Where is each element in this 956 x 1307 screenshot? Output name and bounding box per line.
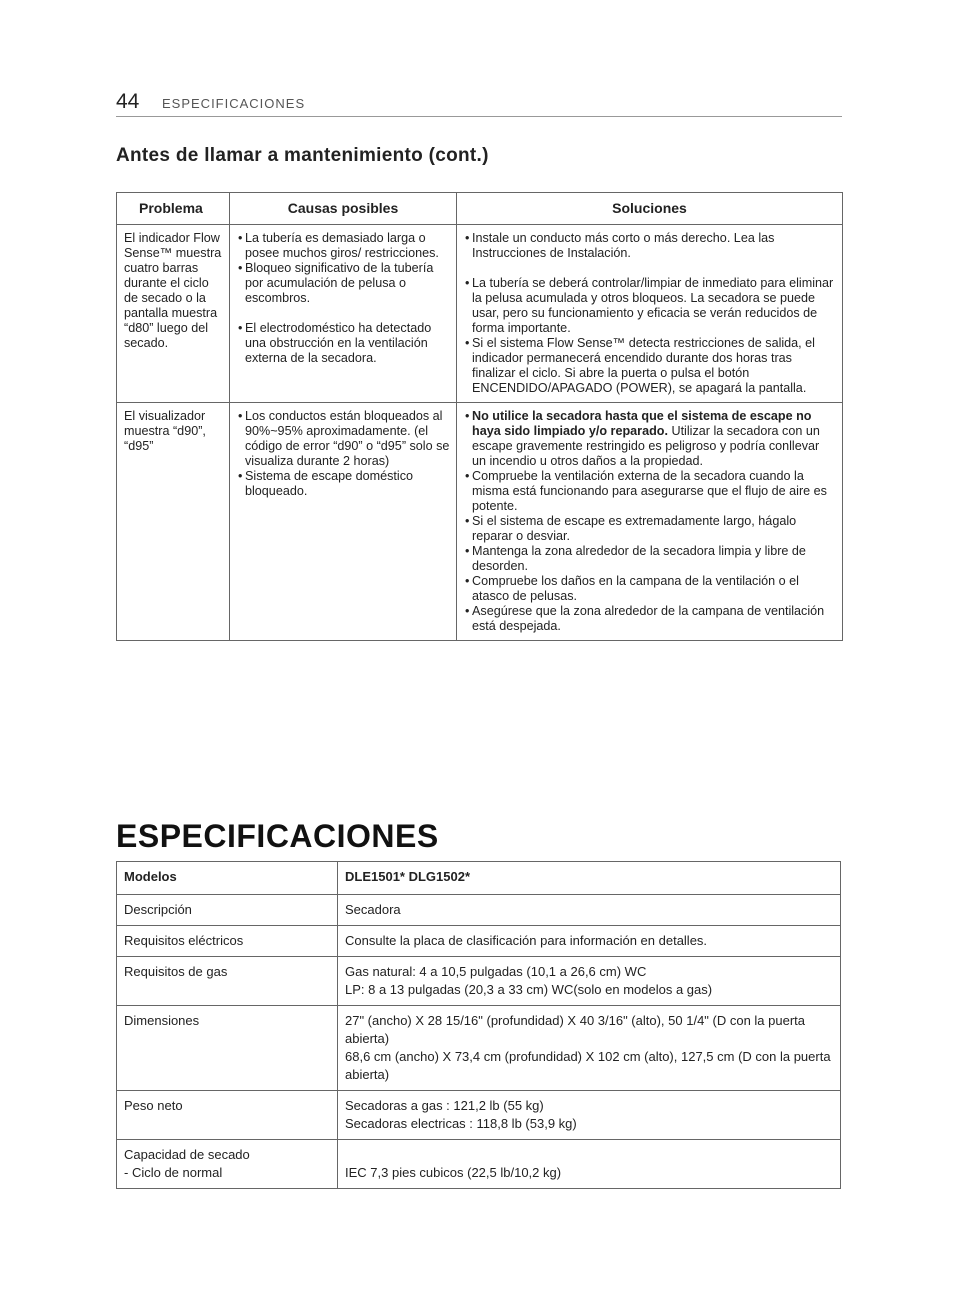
column-header-solutions: Soluciones	[457, 193, 843, 225]
solution-warning	[464, 409, 836, 469]
page-header	[116, 90, 842, 117]
warning-bold-text: No utilice la secadora hasta que el sistema de escape no haya sido limpiado y/o reparado.	[472, 409, 812, 438]
solutions-cell	[457, 403, 843, 641]
spec-value: Secadora	[338, 895, 841, 926]
spec-value: Secadoras a gas : 121,2 lb (55 kg) Secadoras electricas : 118,8 lb (53,9 kg)	[338, 1091, 841, 1140]
causes-cell	[230, 403, 457, 641]
spec-value: 27" (ancho) X 28 15/16" (profundidad) X 40 3/16" (alto), 50 1/4" (D con la puerta abierta) 68,6 cm (ancho) X 73,4 cm (profundidad) X 102 cm (alto), 127,5 cm (D con la puerta abierta)	[338, 1006, 841, 1091]
spec-header-models: DLE1501* DLG1502*	[338, 862, 841, 895]
cause-item: • La tubería es demasiado larga o posee muchos giros/ restricciones.	[237, 231, 450, 261]
solution-item: • Si el sistema Flow Sense™ detecta restricciones de salida, el indicador permanecerá encendido durante dos horas tras finalizar el ciclo. Si abre la puerta o pulsa el botón ENCENDIDO/APAGADO (POWER), se apagará la pantalla.	[464, 336, 836, 396]
spec-row	[117, 926, 841, 957]
specifications-table	[116, 861, 841, 1189]
spec-label: Requisitos de gas	[117, 957, 338, 1006]
spec-header-row	[117, 862, 841, 895]
cause-item: • Los conductos están bloqueados al 90%~95% aproximadamente. (el código de error “d90” o “d95” solo se visualiza durante 2 horas)	[237, 409, 450, 469]
solution-item: • Compruebe los daños en la campana de la ventilación o el atasco de pelusas.	[464, 574, 836, 604]
cause-item: • Bloqueo significativo de la tubería por acumulación de pelusa o escombros.	[237, 261, 450, 306]
table-row	[117, 225, 843, 403]
table-row	[117, 403, 843, 641]
spec-value: IEC 7,3 pies cubicos (22,5 lb/10,2 kg)	[338, 1140, 841, 1189]
spec-row	[117, 895, 841, 926]
table-header-row	[117, 193, 843, 225]
cause-item: • Sistema de escape doméstico bloqueado.	[237, 469, 450, 499]
spec-value: Consulte la placa de clasificación para información en detalles.	[338, 926, 841, 957]
problem-cell: El visualizador muestra “d90”, “d95”	[117, 403, 230, 641]
specifications-title: ESPECIFICACIONES	[116, 818, 439, 854]
causes-cell	[230, 225, 457, 403]
troubleshooting-table	[116, 192, 843, 641]
spec-row	[117, 1140, 841, 1189]
section-label: ESPECIFICACIONES	[162, 96, 306, 111]
spec-label: Dimensiones	[117, 1006, 338, 1091]
spec-header-label: Modelos	[117, 862, 338, 895]
troubleshooting-title: Antes de llamar a mantenimiento (cont.)	[116, 145, 489, 166]
spec-row	[117, 1091, 841, 1140]
spec-row	[117, 1006, 841, 1091]
solution-item: • Compruebe la ventilación externa de la secadora cuando la misma está funcionando para asegurarse que el flujo de aire es potente.	[464, 469, 836, 514]
page-number: 44	[116, 90, 140, 113]
cause-item: • El electrodoméstico ha detectado una obstrucción en la ventilación externa de la secadora.	[237, 321, 450, 366]
solutions-cell	[457, 225, 843, 403]
spec-label: Capacidad de secado - Ciclo de normal	[117, 1140, 338, 1189]
spec-value: Gas natural: 4 a 10,5 pulgadas (10,1 a 26,6 cm) WC LP: 8 a 13 pulgadas (20,3 a 33 cm) WC(solo en modelos a gas)	[338, 957, 841, 1006]
warning-text: Utilizar la secadora con un escape gravemente restringido es peligroso y podría conllevar un incendio u otros daños a la propiedad.	[472, 424, 820, 468]
solution-item: • Mantenga la zona alrededor de la secadora limpia y libre de desorden.	[464, 544, 836, 574]
solution-item: • Asegúrese que la zona alrededor de la campana de ventilación está despejada.	[464, 604, 836, 634]
spec-label: Requisitos eléctricos	[117, 926, 338, 957]
spec-row	[117, 957, 841, 1006]
column-header-problem: Problema	[117, 193, 230, 225]
problem-cell: El indicador Flow Sense™ muestra cuatro barras durante el ciclo de secado o la pantalla muestra “d80” luego del secado.	[117, 225, 230, 403]
spec-label: Descripción	[117, 895, 338, 926]
solution-item: • Si el sistema de escape es extremadamente largo, hágalo reparar o desviar.	[464, 514, 836, 544]
solution-item: • Instale un conducto más corto o más derecho. Lea las Instrucciones de Instalación.	[464, 231, 836, 261]
solution-item: • La tubería se deberá controlar/limpiar de inmediato para eliminar la pelusa acumulada y otros bloqueos. La secadora se puede usar, pero su funcionamiento y eficacia se verán reducidos de forma importante.	[464, 276, 836, 336]
column-header-causes: Causas posibles	[230, 193, 457, 225]
spec-label: Peso neto	[117, 1091, 338, 1140]
